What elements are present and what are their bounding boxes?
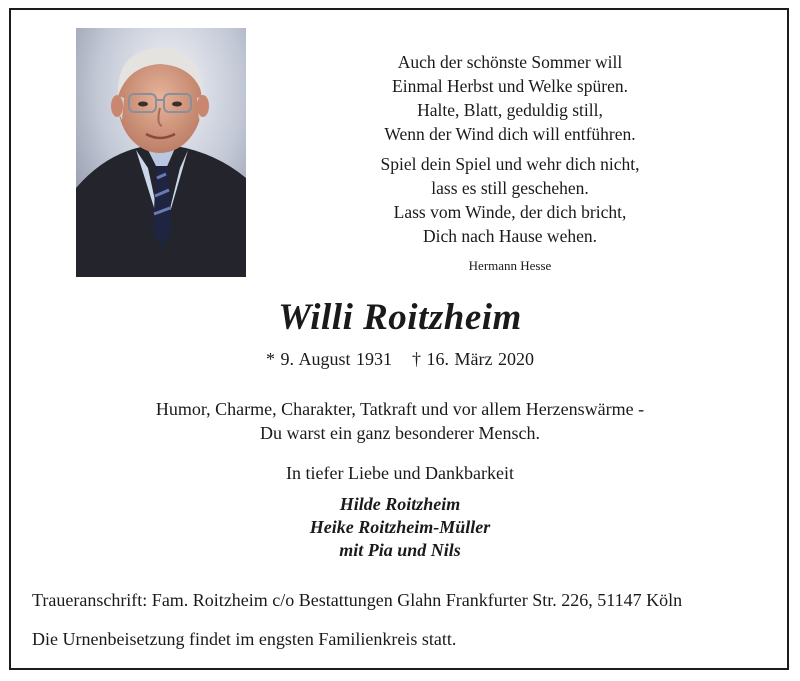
birth-date: * 9. August 1931 bbox=[266, 349, 393, 369]
poem-line: Halte, Blatt, geduldig still, bbox=[417, 100, 603, 120]
tribute-line: Humor, Charme, Charakter, Tatkraft und vor allem Herzenswärme - bbox=[155, 399, 645, 419]
mourner-name: Heike Roitzheim-Müller bbox=[309, 517, 491, 537]
life-dates bbox=[0, 349, 800, 370]
portrait-photo bbox=[76, 28, 246, 277]
mourner-name: mit Pia und Nils bbox=[339, 540, 461, 560]
poem-line: Einmal Herbst und Welke spüren. bbox=[392, 76, 628, 96]
tribute-text bbox=[0, 397, 800, 445]
poem-line: lass es still geschehen. bbox=[431, 178, 589, 198]
deceased-name: Willi Roitzheim bbox=[278, 297, 522, 338]
poem-line: Auch der schönste Sommer will bbox=[397, 52, 623, 72]
burial-note: Die Urnenbeisetzung findet im engsten Familienkreis statt. bbox=[32, 629, 457, 649]
poem-line: Wenn der Wind dich will entführen. bbox=[384, 124, 636, 144]
poem-line: Lass vom Winde, der dich bricht, bbox=[393, 202, 627, 222]
poem-author: Hermann Hesse bbox=[468, 258, 552, 273]
death-date: † 16. März 2020 bbox=[412, 349, 534, 369]
poem-line: Dich nach Hause wehen. bbox=[423, 226, 597, 246]
tribute-line: Du warst ein ganz besonderer Mensch. bbox=[260, 423, 540, 443]
poem-stanza bbox=[360, 50, 660, 146]
poem-stanza bbox=[360, 152, 660, 248]
mourner-name: Hilde Roitzheim bbox=[339, 494, 461, 514]
poem-line: Spiel dein Spiel und wehr dich nicht, bbox=[380, 154, 640, 174]
mourners-list bbox=[0, 493, 800, 562]
thanks-line: In tiefer Liebe und Dankbarkeit bbox=[286, 463, 514, 483]
mourning-address: Traueranschrift: Fam. Roitzheim c/o Bestattungen Glahn Frankfurter Str. 226, 51147 Köln bbox=[32, 590, 683, 610]
poem bbox=[360, 50, 660, 278]
